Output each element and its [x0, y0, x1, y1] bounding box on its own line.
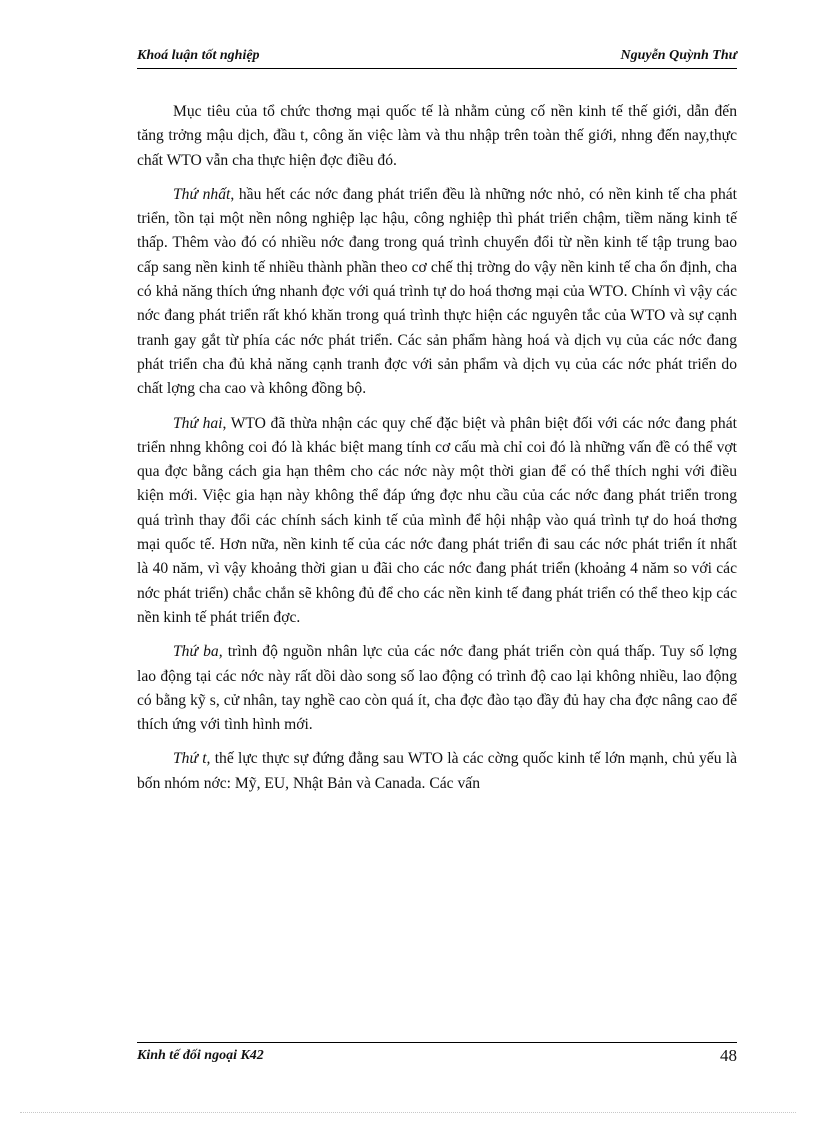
paragraph-third-point [137, 640, 737, 737]
paragraph-text: Mục tiêu của tổ chức thơng mại quốc tế là nhằm củng cố nền kinh tế thế giới, dẫn đến tăng trởng mậu dịch, đầu t, công ăn việc làm và thu nhập trên toàn thế giới, nhng đến nay,thực chất WTO vẫn cha thực hiện đợc điều đó. [137, 103, 737, 169]
paragraph-text: trình độ nguồn nhân lực của các nớc đang phát triển còn quá thấp. Tuy số lợng lao động tại các nớc này rất dồi dào song số lao động có trình độ cao lại không nhiều, lao động có bằng kỹ s, cử nhân, tay nghề cao còn quá ít, cha đợc đào tạo đầy đủ hay cha đợc nâng cao để thích ứng với tình hình mới. [137, 643, 737, 734]
page-footer [137, 1046, 737, 1068]
page-bottom-dotted-border [20, 1112, 796, 1113]
paragraph-second-point [137, 412, 737, 631]
paragraph-lead: Thứ t, [173, 750, 211, 768]
paragraph-text: thế lực thực sự đứng đằng sau WTO là các cờng quốc kinh tế lớn mạnh, chủ yếu là bốn nhóm nớc: Mỹ, EU, Nhật Bản và Canada. Các vấn [137, 750, 737, 792]
paragraph-lead: Thứ hai [173, 414, 223, 432]
page-body [137, 100, 737, 806]
paragraph-intro [137, 100, 737, 173]
page-number: 48 [720, 1046, 737, 1065]
header-divider [137, 68, 737, 69]
paragraph-text: , hầu hết các nớc đang phát triển đều là những nớc nhỏ, có nền kinh tế cha phát triển, tồn tại một nền nông nghiệp lạc hậu, công nghiệp thì phát triển chậm, tiềm năng kinh tế thấp. Thêm vào đó có nhiều nớc đang trong quá trình chuyển đổi từ nền kinh tế tập trung bao cấp sang nền kinh tế nhiều thành phần theo cơ chế thị trờng do vậy nền kinh tế cha ổn định, cha có khả năng thích ứng nhanh đợc với quá trình tự do hoá thơng mại của WTO. Chính vì vậy các nớc đang phát triển rất khó khăn trong quá trình thực hiện các nguyên tắc của WTO và sự cạnh tranh gay gắt từ phía các nớc phát triển. Các sản phẩm hàng hoá và dịch vụ của các nớc đang phát triển cha đủ khả năng cạnh tranh đợc với sản phẩm và dịch vụ của các nớc phát triển do chất lợng cha cao và không đồng bộ. [137, 185, 737, 398]
footer-divider [137, 1042, 737, 1043]
paragraph-first-point [137, 183, 737, 402]
header-author-name: Nguyễn Quỳnh Thư [620, 48, 737, 63]
paragraph-lead: Thứ ba, [173, 643, 223, 661]
paragraph-lead: Thứ nhất [173, 185, 231, 203]
page-header [137, 48, 737, 68]
paragraph-fourth-point [137, 747, 737, 796]
paragraph-text: , WTO đã thừa nhận các quy chế đặc biệt và phân biệt đối với các nớc đang phát triển nhng không coi đó là khác biệt mang tính cơ cấu mà chỉ coi đó là những vấn đề có thể vợt qua đợc bằng cách gia hạn thêm cho các nớc này một thời gian để có thể thích nghi với điều kiện mới. Việc gia hạn này không thể đáp ứng đợc nhu cầu của các nớc đang phát triển trong quá trình thay đổi các chính sách kinh tế của mình để hội nhập vào quá trình tự do hoá thơng mại quốc tế. Hơn nữa, nền kinh tế của các nớc đang phát triển đi sau các nớc phát triển ít nhất là 40 năm, vì vậy khoảng thời gian u đãi cho các nớc đang phát triển (khoảng 4 năm so với các nớc phát triển) chắc chắn sẽ không đủ để cho các nền kinh tế đang phát triển có thể theo kịp các nền kinh tế phát triển đợc. [137, 414, 737, 626]
footer-class-label: Kinh tế đối ngoại K42 [137, 1048, 264, 1063]
header-thesis-title: Khoá luận tốt nghiệp [137, 48, 260, 63]
